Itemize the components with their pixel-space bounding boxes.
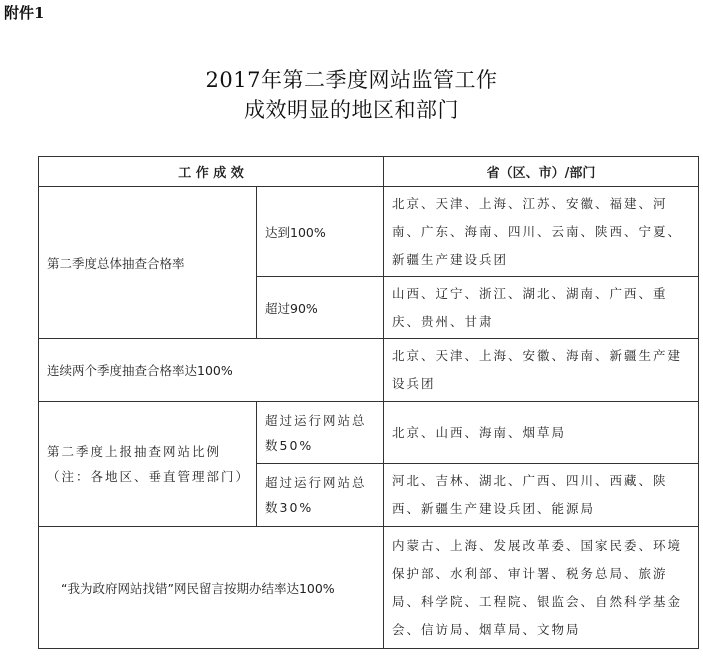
table-row	[39, 339, 699, 402]
row-regions: 北京、天津、上海、安徽、海南、新疆生产建设兵团	[384, 339, 699, 402]
row-regions: 北京、山西、海南、烟草局	[384, 402, 699, 464]
document-title-line-1: 2017年第二季度网站监管工作	[205, 68, 498, 92]
row-regions: 内蒙古、上海、发展改革委、国家民委、环境保护部、水利部、审计署、税务总局、旅游局、科学院、工程院、银监会、自然科学基金会、信访局、烟草局、文物局	[384, 527, 699, 649]
results-table	[38, 156, 699, 649]
row-category: 连续两个季度抽查合格率达100%	[39, 339, 384, 402]
table-header-row	[39, 157, 699, 187]
row-category: 第二季度总体抽查合格率	[39, 187, 257, 339]
row-sub-criterion: 达到100%	[257, 187, 384, 277]
row-regions: 北京、天津、上海、江苏、安徽、福建、河南、广东、海南、四川、云南、陕西、宁夏、新疆生产建设兵团	[384, 187, 699, 277]
table-row	[39, 527, 699, 649]
document-title-line-2: 成效明显的地区和部门	[244, 98, 459, 122]
row-sub-criterion: 超过运行网站总数30%	[257, 464, 384, 527]
header-regions: 省（区、市）/部门	[384, 157, 699, 187]
row-category: 第二季度上报抽查网站比例（注：各地区、垂直管理部门）	[39, 402, 257, 527]
attachment-label: 附件1	[4, 4, 45, 22]
row-sub-criterion: 超过运行网站总数50%	[257, 402, 384, 464]
row-category: “我为政府网站找错”网民留言按期办结率达100%	[39, 527, 384, 649]
row-regions: 河北、吉林、湖北、广西、四川、西藏、陕西、新疆生产建设兵团、能源局	[384, 464, 699, 527]
table-row	[39, 402, 699, 464]
header-results: 工 作 成 效	[39, 157, 384, 187]
row-regions: 山西、辽宁、浙江、湖北、湖南、广西、重庆、贵州、甘肃	[384, 277, 699, 339]
table-row	[39, 187, 699, 277]
row-sub-criterion: 超过90%	[257, 277, 384, 339]
